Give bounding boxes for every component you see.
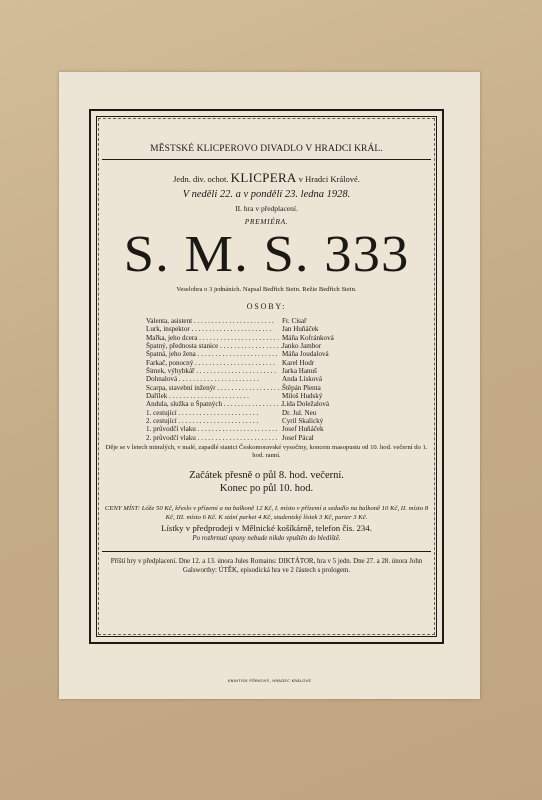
poster-content [98,120,435,635]
ticket-prices [102,505,431,522]
prices-label: CENY MÍST: [104,505,141,513]
subscription-note: II. hra v předplacení. [235,204,298,213]
cast-actor: Jan Huňáček [282,325,319,334]
cast-row [146,417,435,425]
cast-actor: Josef Pácal [282,433,314,442]
cast-row [146,400,435,408]
prices-text: Lóže 50 Kč, křeslo v přízemí a na balkoně 12 Kč, I. místo v přízemí a sedadlo na balkoně 10 Kč, II. místo 8 Kč, III. místo 6 Kč. K stání parket 4 Kč, studentský lístek 3 Kč, parter 3 Kč. [141,505,429,521]
cast-actor: Jarka Hanuš [282,367,317,376]
cast-actor: Dr. Jul. Neu [282,408,317,417]
cast-list [146,317,435,442]
cast-row [146,409,435,417]
cast-row [146,384,435,392]
play-subtitle: Veselohra o 3 jednáních. Napsal Bedřich Stein. Režie Bedřich Stein. [176,286,357,293]
cast-row [146,325,435,333]
cast-row [146,425,435,433]
cast-actor: Miloš Hudský [282,392,323,401]
cast-role: Scarpa, stavební inženýr . . . [146,384,282,392]
end-time: Konec po půl 10. hod. [219,483,314,495]
cast-row [146,434,435,442]
presale-info: Lístky v předprodeji v Mělnické košíkárně, telefon čís. 234. [161,523,372,534]
cast-actor: Štěpán Plenta [282,383,321,392]
company-suffix: v Hradci Králové. [298,174,360,184]
cast-role: Farkač, ponocný . . . [146,359,282,367]
company-line [98,170,435,186]
cast-actor: Josef Huňáček [282,425,324,434]
cast-row [146,367,435,375]
cast-actor: Janko Jambor [282,342,322,351]
cast-row [146,342,435,350]
cast-role: 2. cestující . . . [146,417,282,425]
cast-actor: Lída Doležalová [282,400,330,409]
cast-role: Špatný, přednosta stanice . . . [146,342,282,350]
cast-actor: Anda Lísková [282,375,322,384]
showtime [98,469,435,495]
cast-role: Dohnalová . . . [146,375,282,383]
cast-row [146,359,435,367]
late-entry-notice: Po rozhrnutí opony nebude nikdo vpuštěn do hlediště. [192,535,341,543]
premiere-label: PREMIÉRA. [244,217,289,226]
printer-credit: KNIHTISK PŮRKOVÝ, HRADEC KRÁLOVÉ [227,678,312,683]
cast-role: Valenta, asistent . . . [146,317,282,325]
theatre-name: MĚSTSKÉ KLICPEROVO DIVADLO V HRADCI KRÁL. [102,120,431,160]
cast-row [146,317,435,325]
theatre-poster [59,72,480,699]
company-name: KLICPERA [230,170,297,185]
cast-role: Lurk, inspektor . . . [146,325,282,333]
cast-role: Andula, služka u Špatných . . . [146,400,282,408]
divider [102,551,431,552]
cast-role: Mařka, jeho dcera . . . [146,334,282,342]
cast-row [146,350,435,358]
cast-role: Špatná, jeho žena . . . [146,350,282,358]
setting-note: Děje se v letech minulých, v malé, zapadlé stanici Českomoravské vysočiny, koncem masopustu od 10. hod. večerní do 1. hod. ranní. [105,444,428,460]
cast-actor: Fr. Císař [282,317,307,325]
cast-row [146,334,435,342]
cast-actor: Cyril Skalický [282,417,324,426]
cast-heading: OSOBY: [246,302,287,311]
start-time: Začátek přesně o půl 8. hod. večerní. [189,470,344,482]
cast-role: 2. průvodčí vlaku . . . [146,434,282,442]
cast-row [146,375,435,383]
play-title: S. M. S. 333 [123,226,410,283]
cast-actor: Máňa Joudalová [282,350,329,359]
cast-actor: Karel Hodr [282,358,315,367]
cast-actor: Máňa Kofránková [282,333,334,342]
cast-role: Dařílek . . . [146,392,282,400]
cast-role: 1. cestující . . . [146,409,282,417]
cast-role: 1. průvodčí vlaku . . . [146,425,282,433]
cast-role: Šimek, výhybkář . . . [146,367,282,375]
company-prefix: Jedn. div. ochot. [173,174,229,184]
cast-row [146,392,435,400]
performance-date: V neděli 22. a v pondělí 23. ledna 1928. [182,189,351,200]
upcoming-plays: Příští hry v předplacení. Dne 12. a 13. února Jules Romains: DIKTÁTOR, hra v 5 jedn. Dne 27. a 28. února John Galsworthy: ÚTĚK, episodická hra ve 2 částech s prologem. [110,558,423,574]
